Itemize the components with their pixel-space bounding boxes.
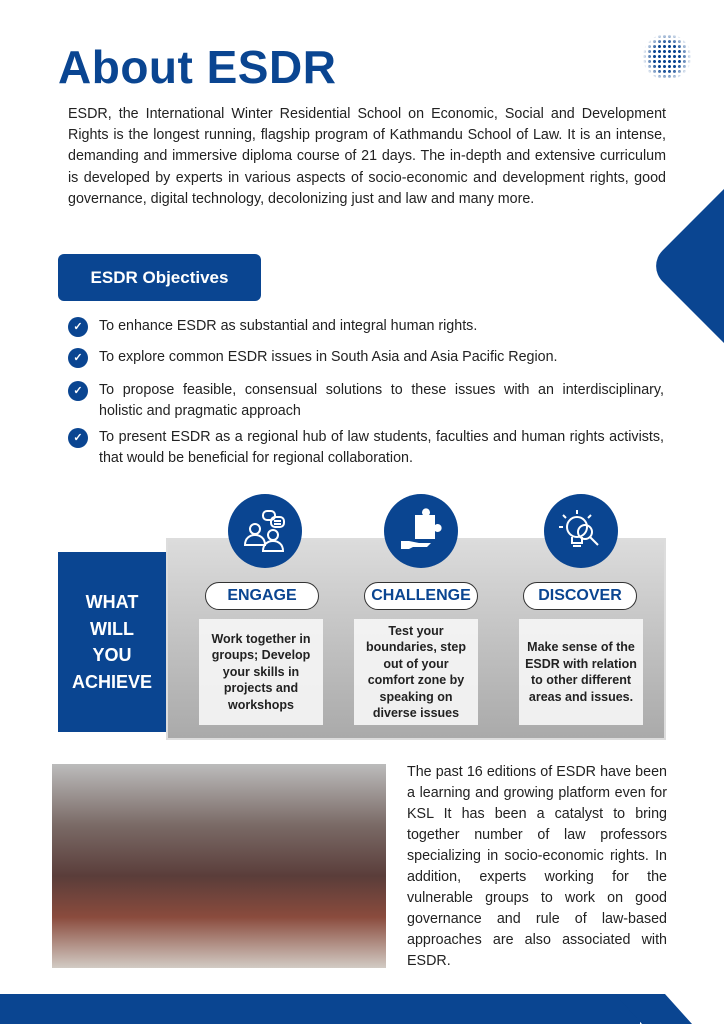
objectives-heading: ESDR Objectives — [58, 254, 261, 301]
achieve-line: ACHIEVE — [71, 671, 152, 692]
bulb-magnifier-icon — [544, 494, 618, 568]
discover-description: Make sense of the ESDR with relation to other different areas and issues. — [519, 619, 643, 725]
group-photo — [52, 764, 386, 968]
footer-bar — [0, 994, 640, 1024]
people-chat-icon — [228, 494, 302, 568]
challenge-description: Test your boundaries, step out of your comfort zone by speaking on diverse issues — [354, 619, 478, 725]
engage-label: ENGAGE — [205, 582, 319, 610]
objective-text: To propose feasible, consensual solutions to these issues with an interdisciplinary, holistic and pragmatic approach — [99, 382, 664, 419]
past-editions-paragraph: The past 16 editions of ESDR have been a learning and growing platform even for KSL It has been a catalyst to bring together number of law professors specializing in socio-economic rights. In addition, experts working for the vulnerable groups to work on good governance and rule of law-based approaches are also associated with ESDR. — [407, 764, 667, 969]
page-title: About ESDR — [58, 41, 337, 93]
achieve-line: WILL — [90, 618, 134, 639]
objective-item — [68, 380, 664, 422]
achieve-line: WHAT — [85, 592, 139, 612]
objective-text: To enhance ESDR as substantial and integral human rights. — [99, 318, 478, 334]
what-will-you-achieve-label — [58, 552, 166, 732]
check-icon: ✓ — [68, 381, 88, 401]
achieve-line: YOU — [92, 645, 132, 665]
check-icon: ✓ — [68, 428, 88, 448]
puzzle-hand-icon — [384, 494, 458, 568]
objective-item — [68, 347, 664, 368]
challenge-label: CHALLENGE — [364, 582, 478, 610]
intro-paragraph: ESDR, the International Winter Residential School on Economic, Social and Development Rights is the longest running, flagship program of Kathmandu School of Law. It is an intense, demanding and immersive diploma course of 21 days. The in-depth and extensive curriculum is developed by experts in various aspects of socio-economic and development rights, good governance, digital technology, decolonizing just and law and many more. — [68, 106, 666, 207]
objective-text: To explore common ESDR issues in South Asia and Asia Pacific Region. — [99, 349, 558, 365]
check-icon: ✓ — [68, 348, 88, 368]
halftone-dots-decoration — [642, 34, 692, 80]
check-icon: ✓ — [68, 317, 88, 337]
engage-description: Work together in groups; Develop your skills in projects and workshops — [199, 619, 323, 725]
objective-item — [68, 427, 664, 469]
objective-text: To present ESDR as a regional hub of law students, faculties and human rights activists, that would be beneficial for regional collaboration. — [99, 429, 664, 466]
discover-label: DISCOVER — [523, 582, 637, 610]
objective-item — [68, 316, 664, 337]
